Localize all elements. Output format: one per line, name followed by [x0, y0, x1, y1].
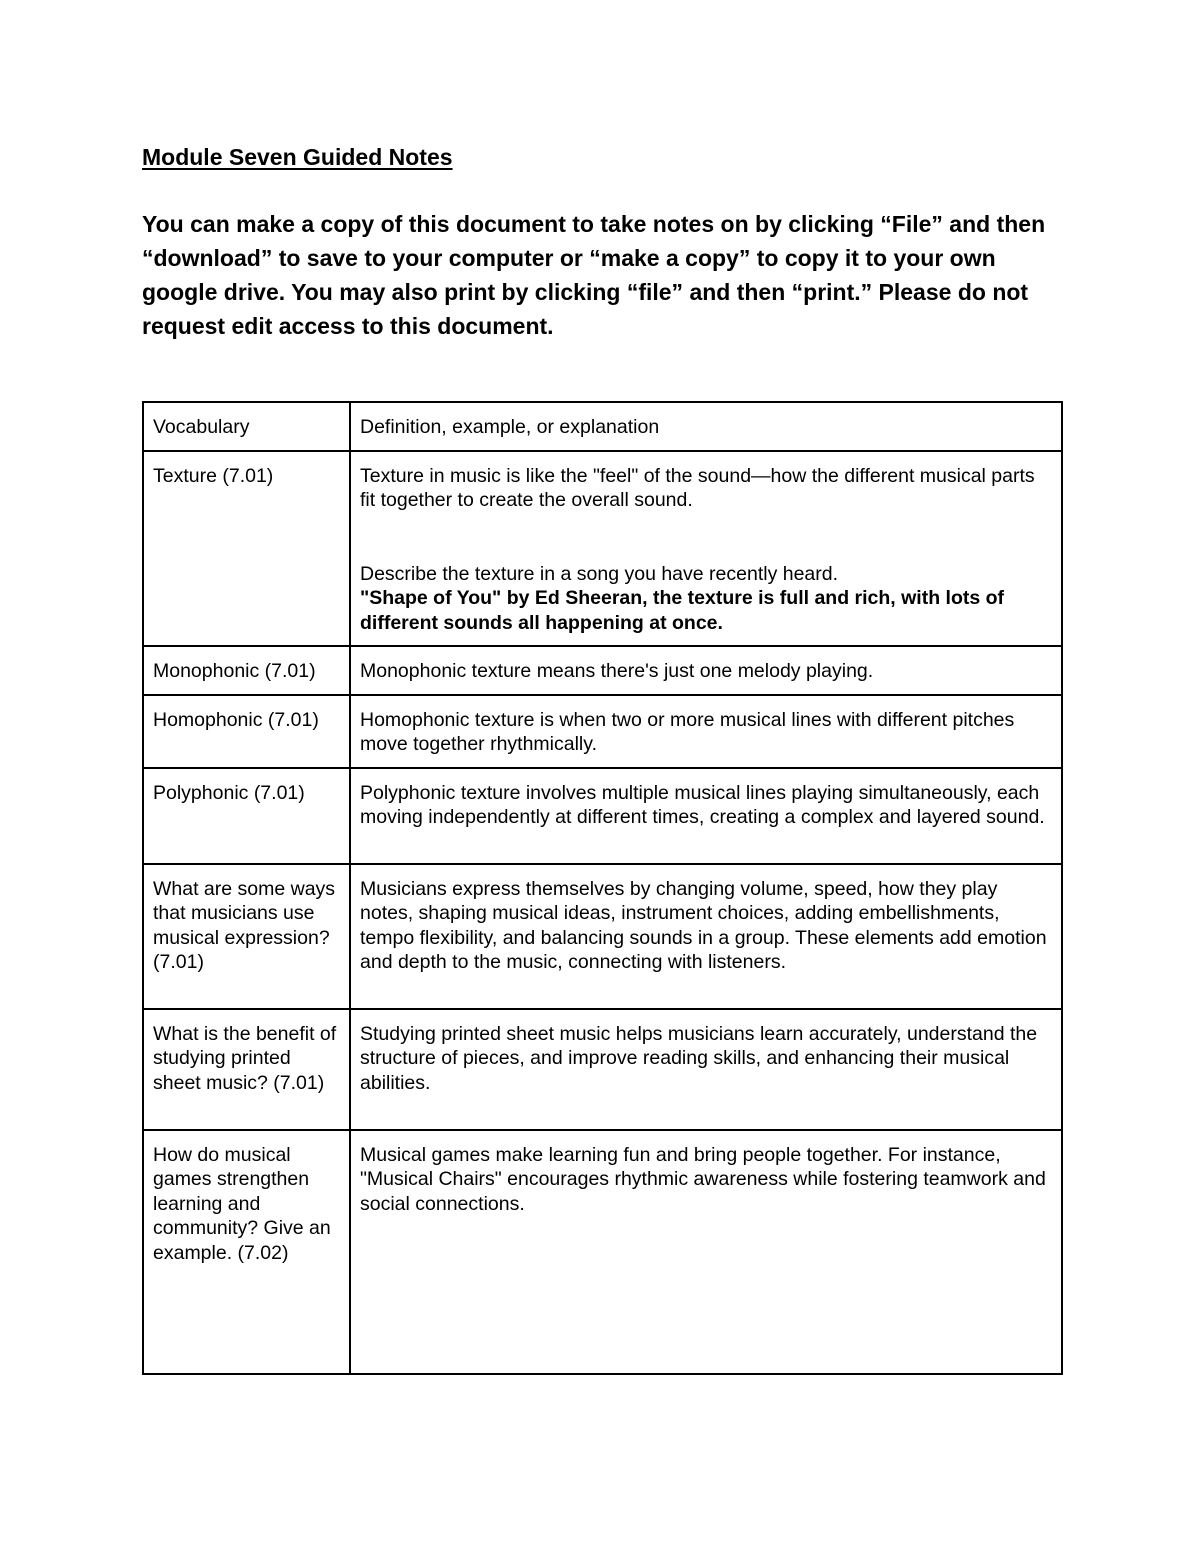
definition-text: Texture in music is like the "feel" of the sound—how the different musical parts fit together to create the overall sound.: [360, 464, 1035, 511]
definition-cell: Polyphonic texture involves multiple musical lines playing simultaneously, each moving independently at different times, creating a complex and layered sound.: [350, 768, 1062, 864]
intro-paragraph: You can make a copy of this document to take notes on by clicking “File” and then “download” to save to your computer or “make a copy” to copy it to your own google drive. You may also print by clicking “file” and then “print.” Please do not request edit access to this document.: [142, 211, 1046, 339]
term-cell: Monophonic (7.01): [143, 646, 350, 695]
prompt-text: Describe the texture in a song you have recently heard.: [360, 562, 839, 585]
table-row: [143, 768, 1062, 864]
answer-text: "Shape of You" by Ed Sheeran, the texture is full and rich, with lots of different sounds all happening at once.: [360, 587, 1005, 634]
definition-cell: Monophonic texture means there's just one melody playing.: [350, 646, 1062, 695]
term-cell: Homophonic (7.01): [143, 695, 350, 768]
definition-cell: Homophonic texture is when two or more musical lines with different pitches move together rhythmically.: [350, 695, 1062, 768]
spacer: [360, 513, 1053, 562]
table-row: [143, 695, 1062, 768]
definition-cell: Musicians express themselves by changing volume, speed, how they play notes, shaping musical ideas, instrument choices, adding embellishments, tempo flexibility, and balancing sounds in a group. These elements add emotion and depth to the music, connecting with listeners.: [350, 864, 1062, 1009]
term-cell: Polyphonic (7.01): [143, 768, 350, 864]
header-cell-term: Vocabulary: [143, 402, 350, 451]
definition-cell: Studying printed sheet music helps musicians learn accurately, understand the structure of pieces, and improve reading skills, and enhancing their musical abilities.: [350, 1009, 1062, 1130]
table-row: [143, 451, 1062, 647]
table-row: [143, 646, 1062, 695]
header-cell-definition: Definition, example, or explanation: [350, 402, 1062, 451]
term-cell: What is the benefit of studying printed sheet music? (7.01): [143, 1009, 350, 1130]
definition-cell: [350, 451, 1062, 647]
table-row: [143, 1130, 1062, 1374]
page-title: Module Seven Guided Notes: [142, 144, 453, 170]
table-row: [143, 864, 1062, 1009]
term-cell: Texture (7.01): [143, 451, 350, 647]
term-cell: How do musical games strengthen learning and community? Give an example. (7.02): [143, 1130, 350, 1374]
definition-cell: Musical games make learning fun and bring people together. For instance, "Musical Chairs" encourages rhythmic awareness while fostering teamwork and social connections.: [350, 1130, 1062, 1374]
vocabulary-table: [142, 401, 1063, 1375]
term-cell: What are some ways that musicians use musical expression? (7.01): [143, 864, 350, 1009]
table-header-row: [143, 402, 1062, 451]
table-row: [143, 1009, 1062, 1130]
